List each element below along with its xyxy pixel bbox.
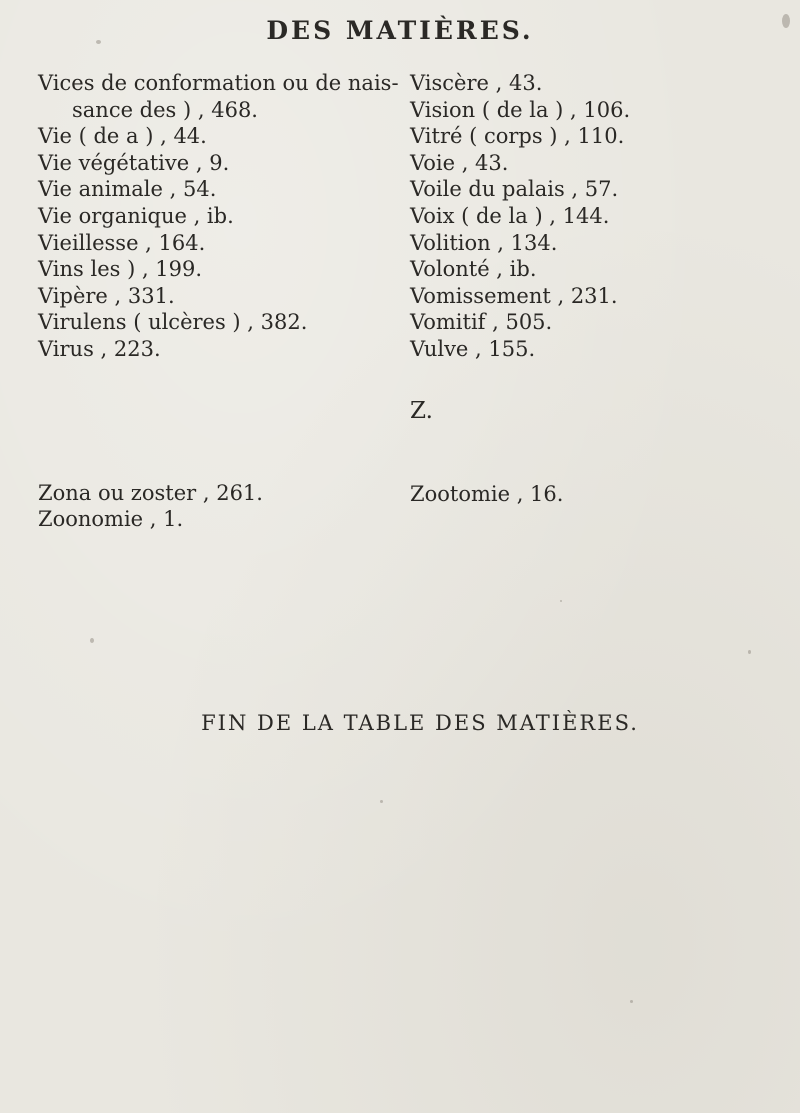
index-entry: Virulens ( ulcères ) , 382.: [38, 310, 308, 335]
index-entry: Zootomie , 16.: [410, 482, 564, 506]
index-entry: Vision ( de la ) , 106.: [410, 97, 631, 122]
section-letter: Z.: [410, 398, 433, 424]
index-entry: Vulve , 155.: [410, 336, 536, 361]
index-entry: Vitré ( corps ) , 110.: [410, 124, 625, 149]
paper-speck: [560, 600, 562, 602]
end-of-table-footer: FIN DE LA TABLE DES MATIÈRES.: [201, 711, 639, 735]
index-entry: Volonté , ib.: [410, 257, 537, 282]
index-entry: Vomissement , 231.: [410, 283, 618, 308]
index-entry: Vipère , 331.: [38, 283, 175, 308]
paper-speck: [748, 650, 751, 654]
paper-speck: [380, 800, 383, 803]
index-entry: [38, 70, 418, 123]
paper-speck: [782, 14, 790, 28]
paper-speck: [96, 40, 101, 44]
paper-speck: [90, 638, 94, 643]
right-column: [410, 70, 790, 363]
z-left-column: [38, 480, 263, 532]
index-entry: Vie organique , ib.: [38, 203, 234, 228]
index-entry: Virus , 223.: [38, 336, 161, 361]
index-entry: Voile du palais , 57.: [410, 177, 619, 202]
index-entry: Vieillesse , 164.: [38, 230, 206, 255]
index-entry: Volition , 134.: [410, 230, 558, 255]
index-entry: Viscère , 43.: [410, 71, 543, 95]
paper-speck: [630, 1000, 633, 1003]
index-entry: Zona ou zoster , 261.: [38, 481, 263, 505]
page-header: DES MATIÈRES.: [266, 16, 534, 45]
index-entry: Vins les ) , 199.: [38, 257, 203, 282]
index-entry: Vie animale , 54.: [38, 177, 217, 202]
z-right-column: [410, 481, 563, 507]
left-column: [38, 70, 418, 363]
entry-continuation: sance des ) , 468.: [72, 97, 258, 122]
index-entry: Voie , 43.: [410, 150, 509, 175]
index-entry: Vie végétative , 9.: [38, 150, 230, 175]
index-entry: Zoonomie , 1.: [38, 507, 184, 531]
index-entry: Voix ( de la ) , 144.: [410, 203, 610, 228]
index-entry: Vomitif , 505.: [410, 310, 553, 335]
entry-text: Vices de conformation ou de nais-: [38, 71, 399, 95]
index-entry: Vie ( de a ) , 44.: [38, 124, 207, 149]
